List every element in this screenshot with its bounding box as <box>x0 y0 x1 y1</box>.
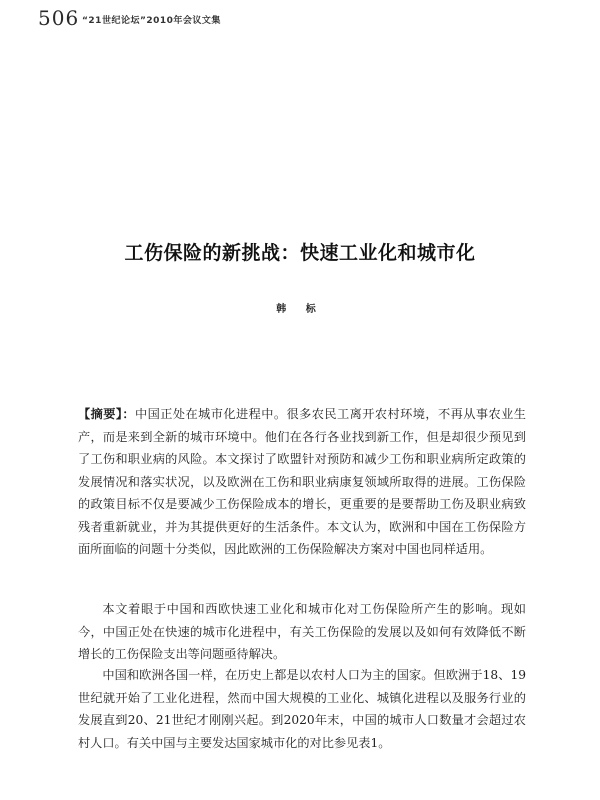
body-paragraph-2: 中国和欧洲各国一样，在历史上都是以农村人口为主的国家。但欧洲于18、19世纪就开始了工业化进程，然而中国大规模的工业化、城镇化进程以及服务行业的发展直到20、21世纪才刚刚兴起。到2020年末，中国的城市人口数量才会超过农村人口。有关中国与主要发达国家城市化的对比参见表1。 <box>78 668 526 750</box>
abstract <box>78 403 526 561</box>
author-name: 韩 标 <box>276 304 324 315</box>
body-paragraph-1: 本文着眼于中国和西欧快速工业化和城市化对工伤保险所产生的影响。现如今，中国正处在快速的城市化进程中，有关工伤保险的发展以及如何有效降低不断增长的工伤保险支出等问题亟待解决。 <box>78 602 526 661</box>
page-number: 506 <box>38 6 80 30</box>
running-header: “21世纪论坛”2010年会议文集 <box>82 16 221 26</box>
abstract-text: 中国正处在城市化进程中。很多农民工离开农村环境，不再从事农业生产，而是来到全新的城市环境中。他们在各行各业找到新工作，但是却很少预见到了工伤和职业病的风险。本文探讨了欧盟针对预防和减少工伤和职业病所定政策的发展情况和落实状况，以及欧洲在工伤和职业病康复领域所取得的进展。工伤保险的政策目标不仅是要减少工伤保险成本的增长，更重要的是要帮助工伤及职业病致残者重新就业，并为其提供更好的生活条件。本文认为，欧洲和中国在工伤保险方面所面临的问题十分类似，因此欧洲的工伤保险解决方案对中国也同样适用。 <box>78 407 526 556</box>
abstract-label: 【摘要】： <box>78 407 136 421</box>
paper-title: 工伤保险的新挑战：快速工业化和城市化 <box>124 242 476 264</box>
